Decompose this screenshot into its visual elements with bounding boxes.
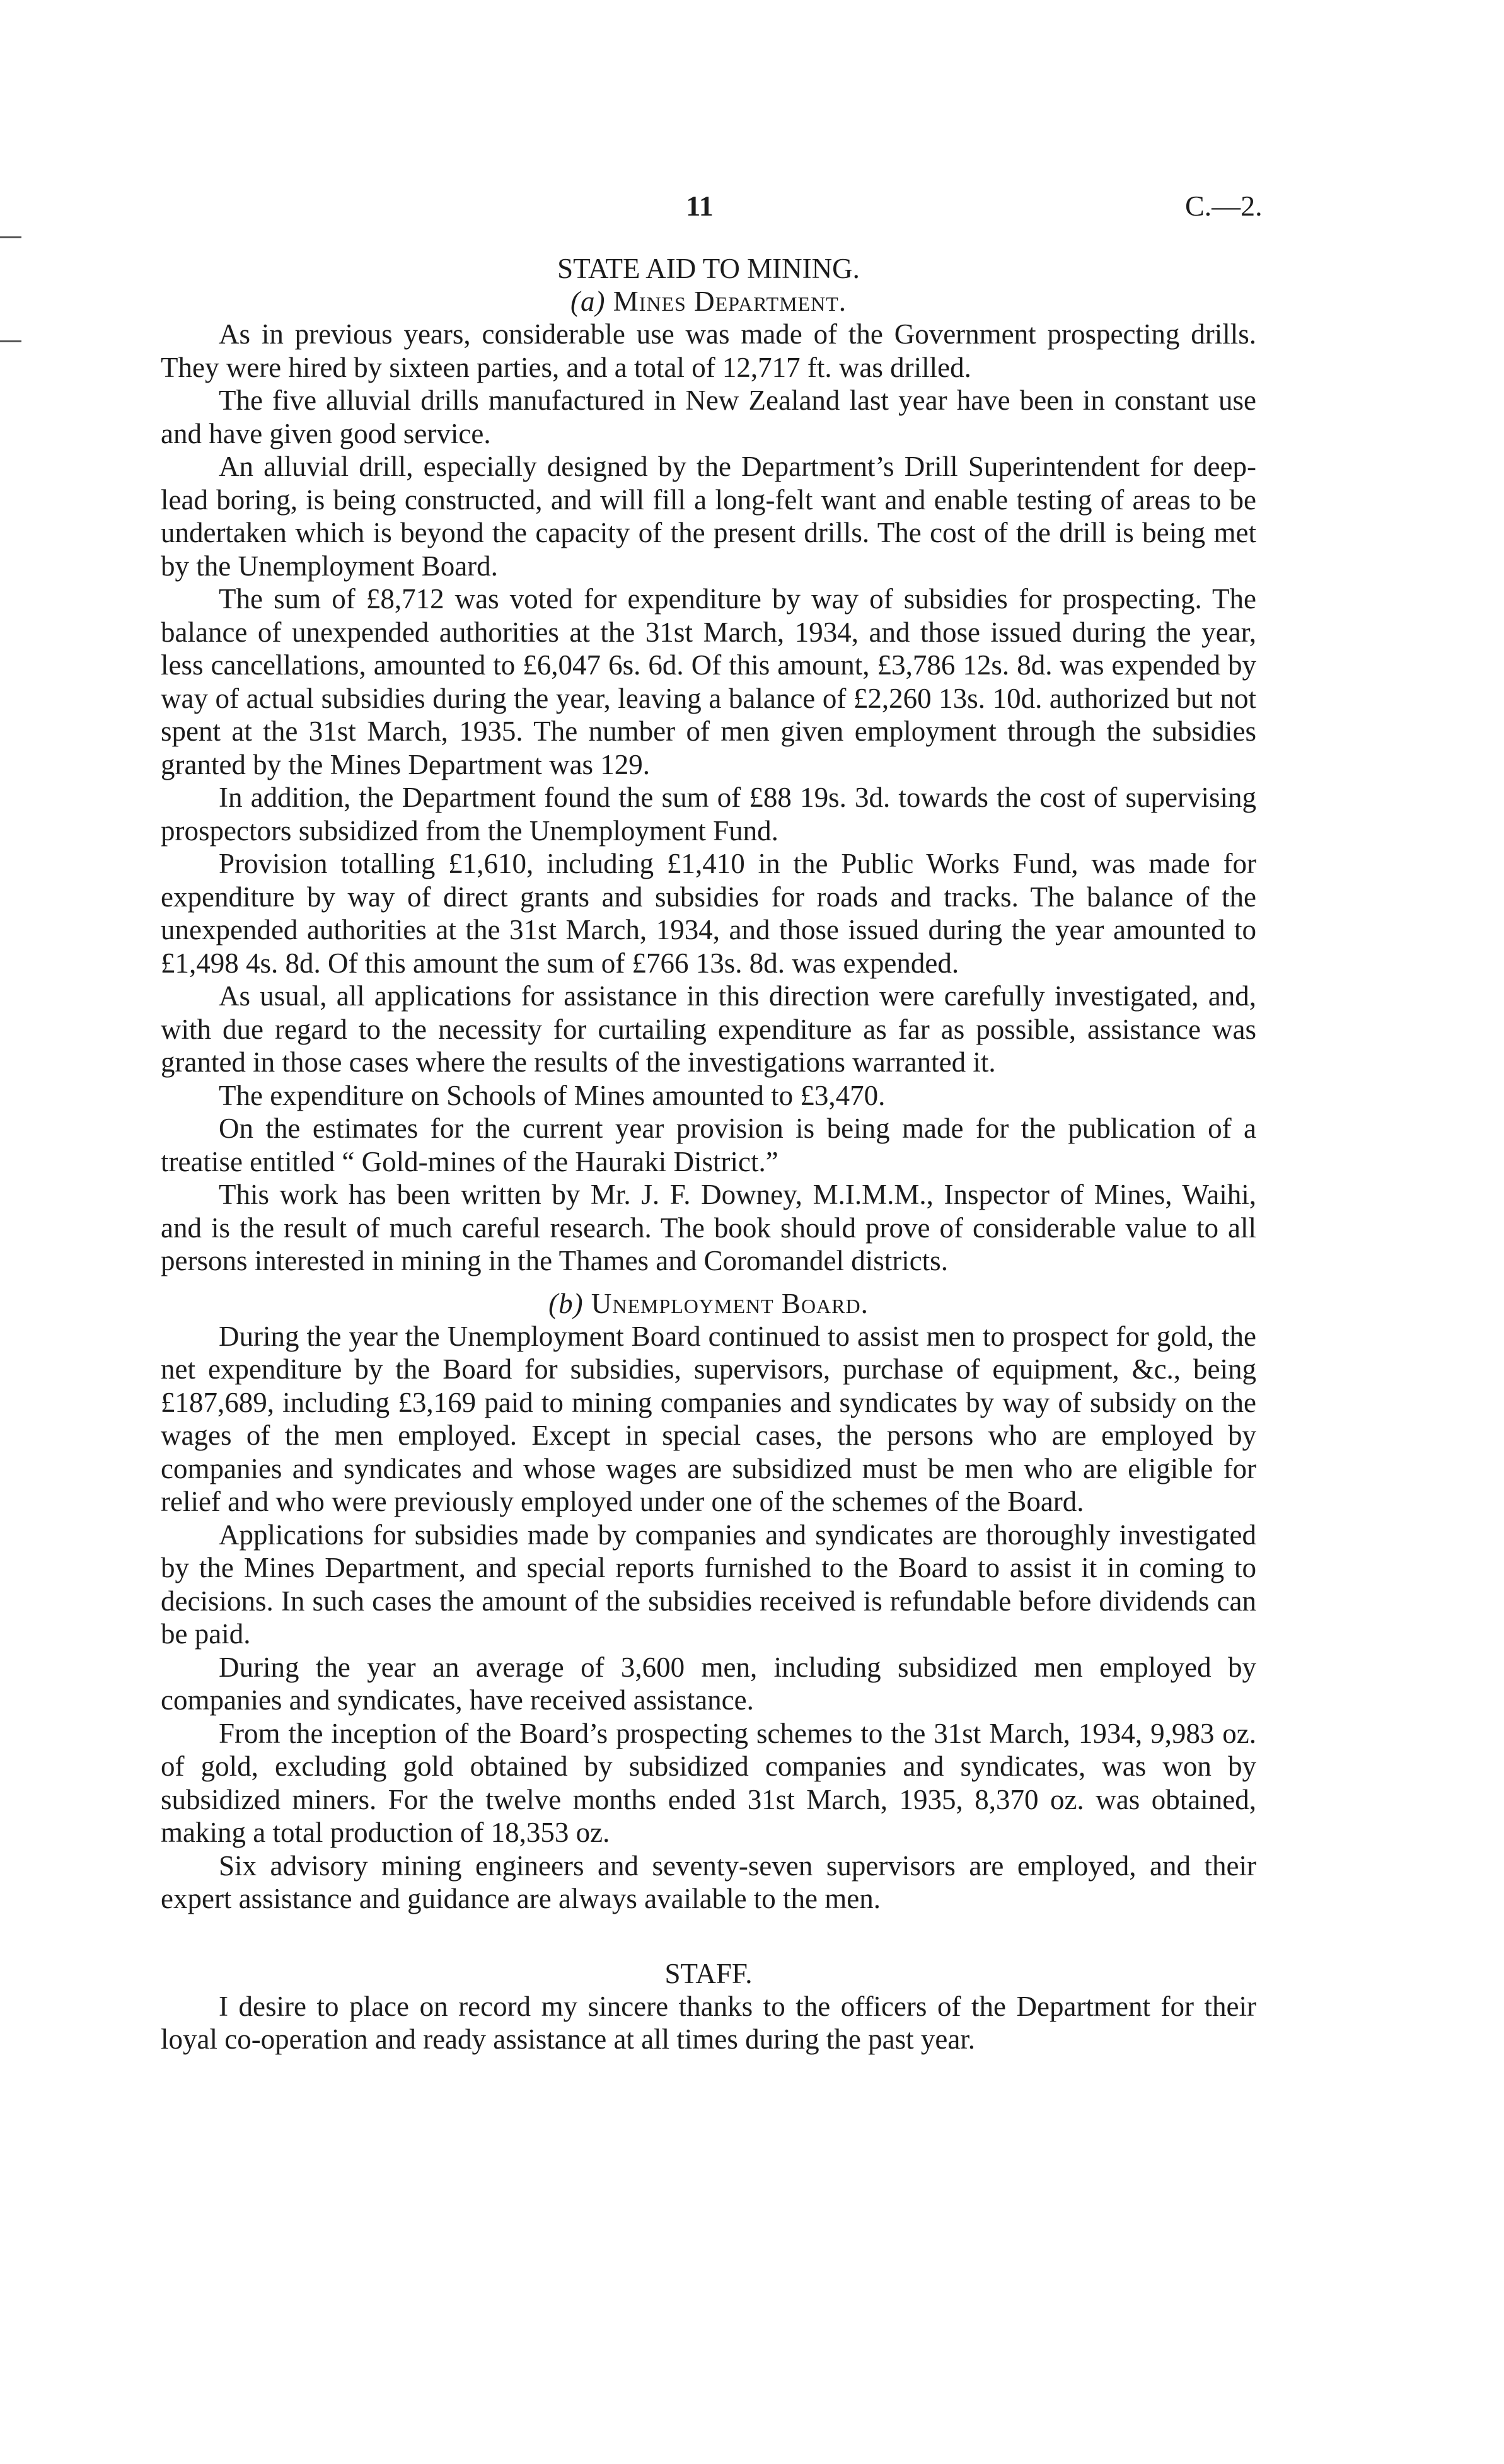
paragraph: In addition, the Department found the sum of £88 19s. 3d. towards the cost of supervising prospectors subsidized from the Unemployment Fund.	[161, 782, 1256, 847]
section-title: STATE AID TO MINING.	[557, 253, 860, 284]
staff-title: STAFF.	[664, 1957, 753, 1989]
subsection-b-heading	[161, 1287, 1256, 1320]
page-number: 11	[686, 190, 714, 222]
paragraph: As in previous years, considerable use was made of the Government prospecting drills. They were hired by sixteen parties, and a total of 12,717 ft. was drilled.	[161, 318, 1256, 383]
paragraph: From the inception of the Board’s prospecting schemes to the 31st March, 1934, 9,983 oz. of gold, excluding gold obtained by subsidized companies and syndicates, was won by subsidized miners. For the twelve months ended 31st March, 1935, 8,370 oz. was obtained, making a total production of 18,353 oz.	[161, 1717, 1256, 1848]
edge-mark	[0, 236, 21, 238]
document-body	[161, 252, 1256, 2056]
paragraph: During the year the Unemployment Board continued to assist men to prospect for gold, the net expenditure by the Board for subsidies, supervisors, purchase of equipment, &c., being £187,689, including £3,169 paid to mining companies and syndicates by way of subsidy on the wages of the men employed. Except in special cases, the persons who are employed by companies and syndicates and whose wages are subsidized must be men who are eligible for relief and who were previously employed under one of the schemes of the Board.	[161, 1320, 1256, 1517]
subsection-a-marker: (a)	[570, 286, 606, 317]
subsection-b-title: Unemployment Board.	[591, 1287, 869, 1319]
subsection-b-marker: (b)	[548, 1287, 584, 1319]
subsection-a-title: Mines Department.	[613, 286, 847, 317]
document-reference: C.—2.	[1185, 190, 1263, 222]
paragraph: The sum of £8,712 was voted for expenditure by way of subsidies for prospecting. The balance of unexpended authorities at the 31st March, 1934, and those issued during the year, less cancellations, amounted to £6,047 6s. 6d. Of this amount, £3,786 12s. 8d. was expended by way of actual subsidies during the year, leaving a balance of £2,260 13s. 10d. authorized but not spent at the 31st March, 1935. The number of men given employment through the subsidies granted by the Mines Department was 129.	[161, 583, 1256, 780]
paragraph: This work has been written by Mr. J. F. Downey, M.I.M.M., Inspector of Mines, Waihi, and is the result of much careful research. The book should prove of considerable value to all persons interested in mining in the Thames and Coromandel districts.	[161, 1179, 1256, 1276]
paragraph: As usual, all applications for assistance in this direction were carefully investigated, and, with due regard to the necessity for curtailing expenditure as far as possible, assistance was granted in those cases where the results of the investigations warranted it.	[161, 980, 1256, 1078]
edge-mark	[0, 340, 21, 342]
paragraph: Provision totalling £1,610, including £1,410 in the Public Works Fund, was made for expenditure by way of direct grants and subsidies for roads and tracks. The balance of the unexpended authorities at the 31st March, 1934, and those issued during the year amounted to £1,498 4s. 8d. Of this amount the sum of £766 13s. 8d. was expended.	[161, 848, 1256, 979]
staff-paragraph: I desire to place on record my sincere thanks to the officers of the Department for their loyal co-operation and ready assistance at all times during the past year.	[161, 1990, 1256, 2055]
paragraph: The expenditure on Schools of Mines amounted to £3,470.	[219, 1079, 886, 1111]
paragraph: On the estimates for the current year provision is being made for the publication of a treatise entitled “ Gold-mines of the Hauraki District.”	[161, 1113, 1256, 1177]
subsection-a-heading	[161, 285, 1256, 318]
paragraph: Six advisory mining engineers and seventy-seven supervisors are employed, and their expert assistance and guidance are always available to the men.	[161, 1849, 1256, 1914]
paragraph: An alluvial drill, especially designed by the Department’s Drill Superintendent for deep-lead boring, is being constructed, and will fill a long-felt want and enable testing of areas to be undertaken which is beyond the capacity of the present drills. The cost of the drill is being met by the Unemployment Board.	[161, 451, 1256, 582]
paragraph: The five alluvial drills manufactured in New Zealand last year have been in constant use and have given good service.	[161, 385, 1256, 449]
paragraph: During the year an average of 3,600 men, including subsidized men employed by companies and syndicates, have received assistance.	[161, 1651, 1256, 1716]
paragraph: Applications for subsidies made by companies and syndicates are thoroughly investigated by the Mines Department, and special reports furnished to the Board to assist it in coming to decisions. In such cases the amount of the subsidies received is refundable before dividends can be paid.	[161, 1518, 1256, 1650]
